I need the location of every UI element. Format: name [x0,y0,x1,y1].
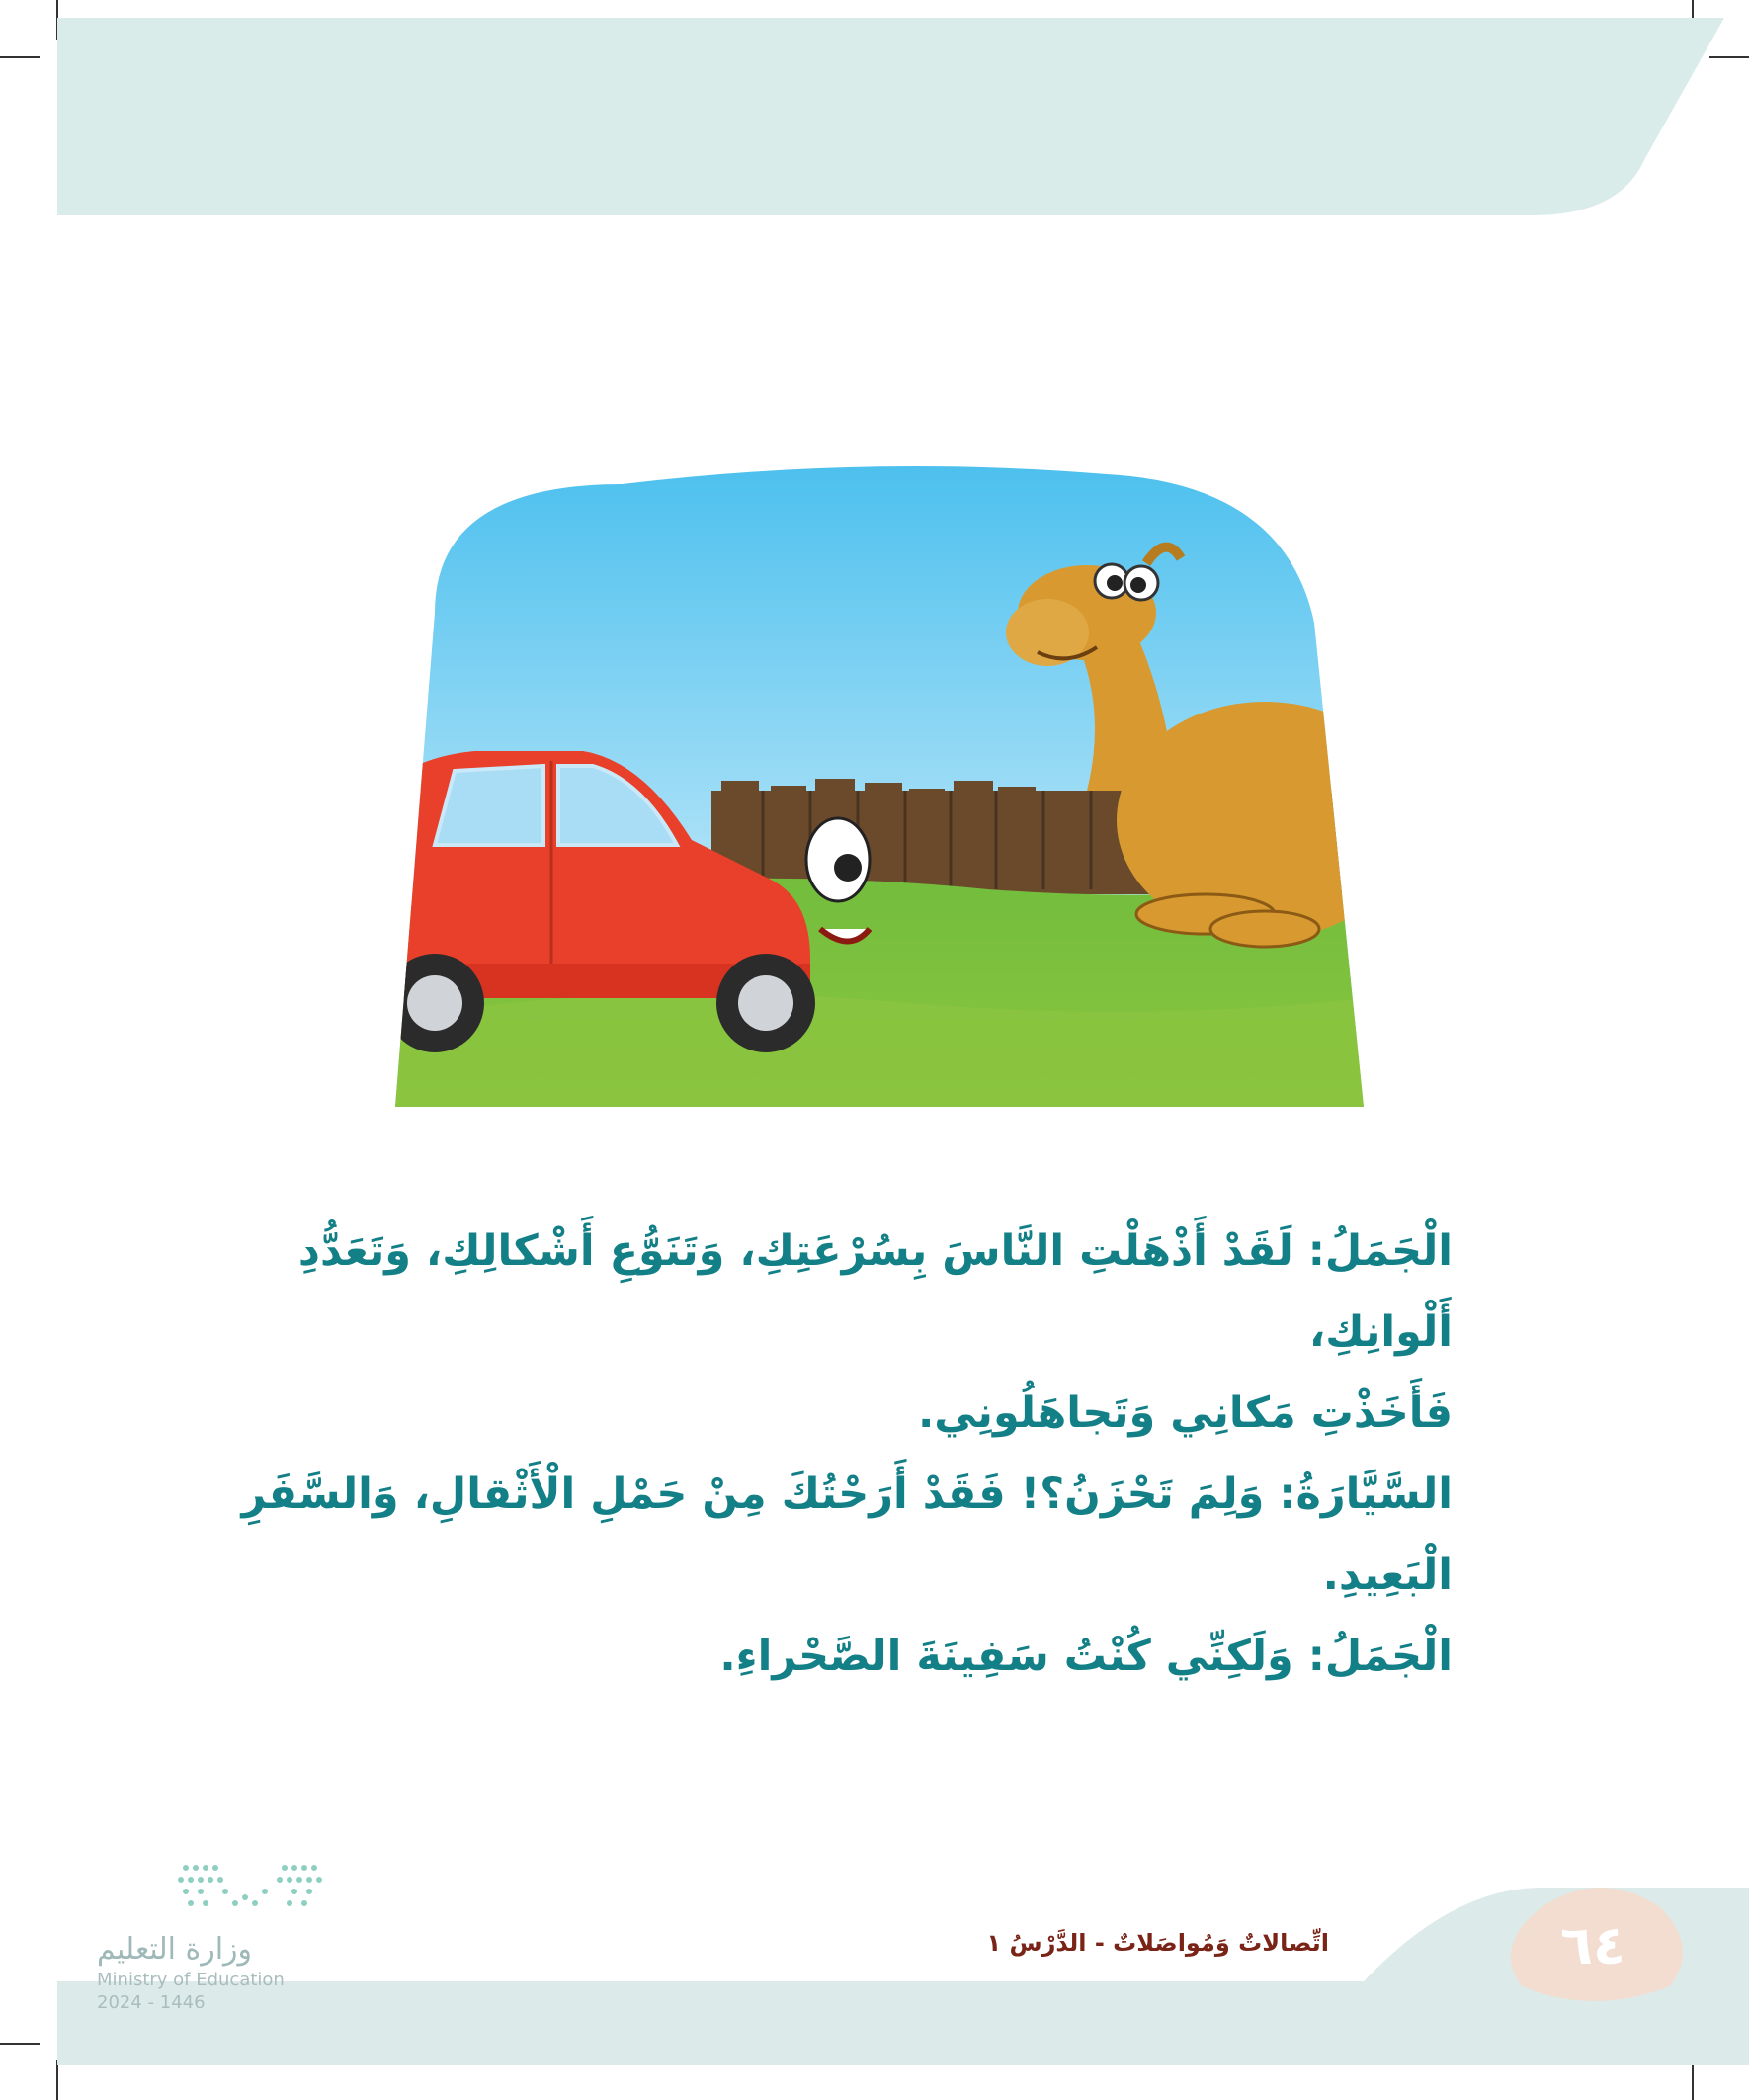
speaker-camel: الْجَمَلُ: [1307,1226,1453,1276]
line-text: وَلِمَ تَحْزَنُ؟! فَقَدْ أَرَحْتُكَ مِنْ حَمْلِ الْأَثْقالِ، وَالسَّفَرِ الْبَعِيدِ. [241,1470,1453,1600]
ministry-name-arabic: وزارة التعليم [97,1932,253,1967]
lesson-title: اتِّصالاتٌ وَمُواصَلاتٌ - الدَّرْسُ ١ [986,1929,1329,1957]
page-number: ٦٤ [1560,1913,1625,1976]
car-and-camel-illustration [395,464,1364,1112]
speaker-camel: الْجَمَلُ: [1307,1632,1453,1681]
line-text: فَأَخَذْتِ مَكانِي وَتَجاهَلُونِي. [917,1388,1453,1438]
dialogue-line [237,1616,1453,1697]
edition-year: 2024 - 1446 [97,1992,206,2013]
ministry-name-english: Ministry of Education [97,1970,285,1990]
dialogue-line [237,1211,1453,1373]
story-dialogue [237,1211,1453,1697]
dialogue-line [237,1454,1453,1616]
dialogue-line [237,1373,1453,1454]
speaker-car: السَّيَّارَةُ: [1279,1470,1453,1519]
line-text: وَلَكِنِّي كُنْتُ سَفِينَةَ الصَّحْراءِ. [719,1632,1293,1681]
line-text: لَقَدْ أَذْهَلْتِ النَّاسَ بِسُرْعَتِكِ، وَتَنَوُّعِ أَشْكالِكِ، وَتَعَدُّدِ أَلْوانِكِ، [297,1226,1453,1357]
top-banner [0,0,1749,227]
